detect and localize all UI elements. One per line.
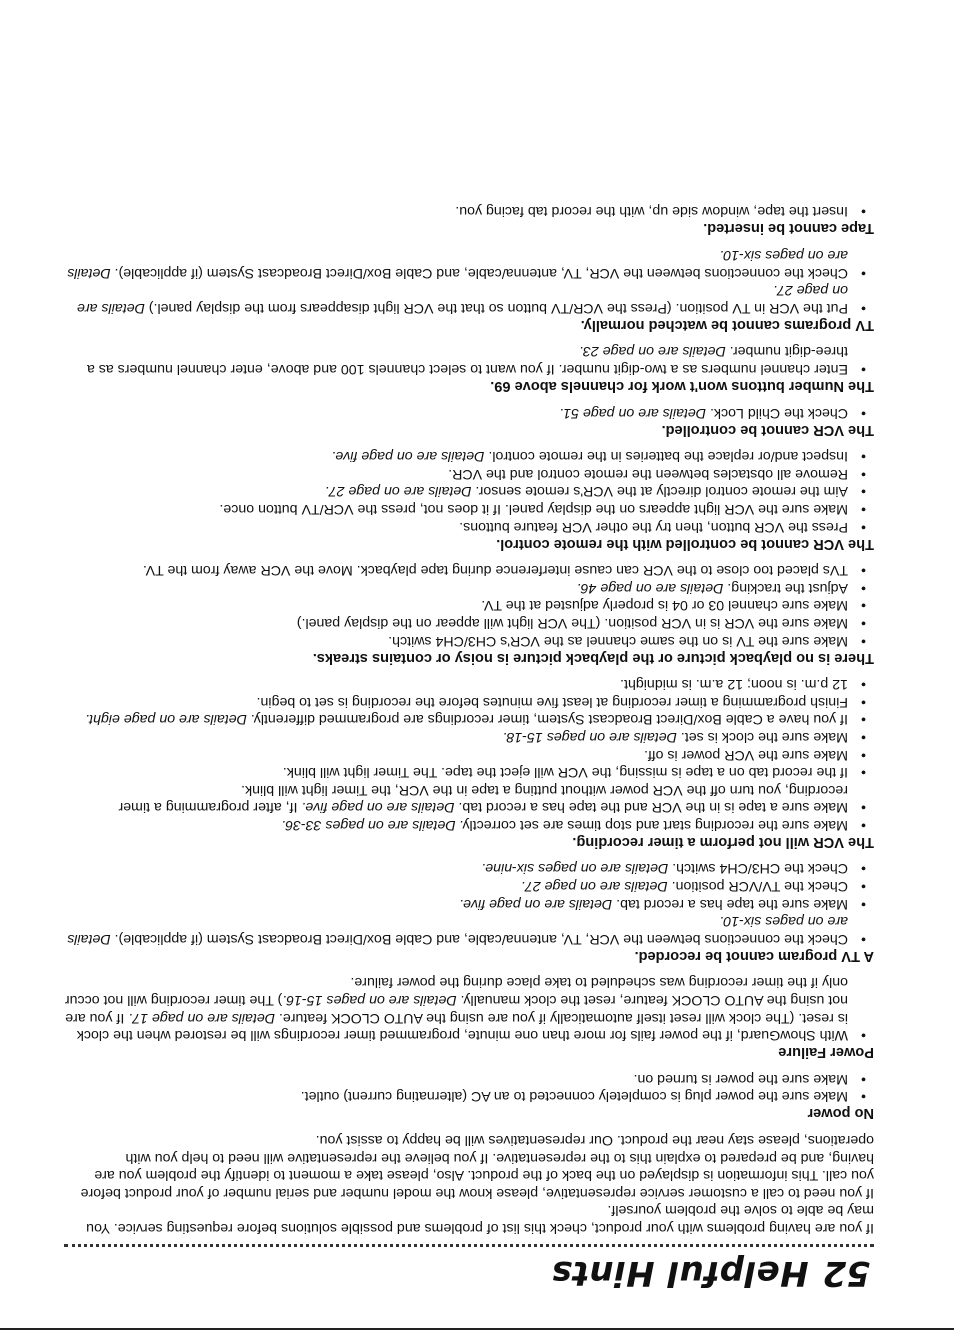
list-item: • Remove all obstacles between the remote control and the VCR. <box>64 464 874 482</box>
list-item: • Check the CH3/CH4 switch. Details are on pages six-nine. <box>64 859 874 877</box>
list-item: • Make sure the VCR power is off. <box>64 745 874 763</box>
list-item: • If you have a Cable Box/Direct Broadcast System, timer recordings are programmed differently. Details are on page eight. <box>64 710 874 728</box>
section-timer-recording <box>64 675 874 851</box>
bullet-list <box>64 342 874 377</box>
section-heading: There is no playback picture or the playback picture is noisy or contains streaks. <box>312 649 874 666</box>
list-item: • Check the Child Lock. Details are on page 51. <box>64 403 874 421</box>
section-tape-cannot-be-inserted <box>64 202 874 238</box>
section-tv-programs-watched <box>64 245 874 333</box>
bullet-list <box>64 1069 874 1104</box>
page-title: Helpful Hints <box>551 1253 809 1293</box>
page-reference: Details are on page 23. <box>579 343 726 360</box>
page-reference: Details are on pages six-10. <box>67 913 848 947</box>
list-item: • Make sure the recording start and stop times are set correctly. Details are on pages 33-36. <box>64 815 874 833</box>
list-item: • Insert the tape, window side up, with the record tab facing you. <box>64 202 874 220</box>
section-heading: TV programs cannot be watched normally. <box>580 316 874 333</box>
bullet-list <box>64 675 874 833</box>
page-reference: Details are on pages 15-16. <box>282 992 457 1009</box>
list-item: • 12 p.m. is noon; 12 a.m. is midnight. <box>64 675 874 693</box>
bullet-list <box>64 561 874 649</box>
dotted-divider <box>64 1244 874 1247</box>
list-item: • Make sure a tape is in the VCR and the tape has a record tab. Details are on page five. If, after programming a timer recording, you turn off the VCR power without putting a tape in the VCR, the Timer light will blink. <box>64 780 874 815</box>
list-item: • Make sure the power plug is completely connected to an AC (alternating current) outlet. <box>64 1087 874 1105</box>
list-item: • Make sure channel 03 or 04 is properly adjusted at the TV. <box>64 596 874 614</box>
list-item: • Make sure the clock is set. Details are on pages 15-18. <box>64 727 874 745</box>
list-item: • Inspect and/or replace the batteries in the remote control. Details are on page five. <box>64 447 874 465</box>
section-heading: Tape cannot be inserted. <box>703 220 874 237</box>
list-item: • Make sure the VCR is in VCR position. (The VCR light will appear on the display panel.) <box>64 613 874 631</box>
page-header <box>64 1253 870 1293</box>
section-heading: No power <box>807 1105 874 1122</box>
section-no-playback-picture <box>64 561 874 667</box>
section-heading: The VCR cannot be controlled with the remote control. <box>496 535 874 552</box>
section-heading: Power Failure <box>778 1044 874 1061</box>
list-item: • Adjust the tracking. Details are on page 46. <box>64 578 874 596</box>
page-reference: Details are on pages 33-36. <box>281 816 456 833</box>
page-reference: Details are on pages 15-18. <box>502 728 677 745</box>
page-reference: Details are on page 51. <box>559 404 707 421</box>
section-no-power <box>64 1069 874 1122</box>
page-reference: Details are on page eight. <box>85 711 247 728</box>
list-item: • Press the VCR button, then try the other VCR feature buttons. <box>64 517 874 535</box>
section-heading: The Number buttons won't work for channels above 69. <box>490 378 874 395</box>
list-item: • Finish programming a timer recording at least five minutes before the recording is set to begin. <box>64 692 874 710</box>
page-reference: Details are on page 46. <box>576 579 724 596</box>
list-item: • Make sure the tape has a record tab. Details are on page five. <box>64 894 874 912</box>
intro-paragraph: If you need to call a customer service representative, please know the model number and serial number of your product before you call. This information is displayed on the back of the product. Also, please take a moment to identify the problem you are having, and be prepared to explain this to the representative. If you believe the representative will need to help you with operations, please stay near the product. Our representatives will be happy to assist you. <box>80 1132 874 1201</box>
list-item: • Put the VCR in TV position. (Press the VCR/TV button so that the VCR light disappears from the display panel.) Details are on page 27. <box>64 281 874 316</box>
list-item: • With ShowGuard, if the power fails for more than one minute, programmed timer recordings will be restored when the clock is reset. (The clock will reset itself automatically if you are using the AUTO CLOCK feature. Details are on page 17. If you are not using the AUTO CLOCK feature, reset the clock manually. Details are on pages 15-16.) The timer recording will not occur only if the timer recording was scheduled to take place during the power failure. <box>64 973 874 1043</box>
list-item: • Aim the remote control directly at the VCR's remote sensor. Details are on page 27. <box>64 482 874 500</box>
page-reference: Details are on page five. <box>301 799 455 816</box>
list-item: • Make sure the TV is on the same channel as the VCR's CH3/CH4 switch. <box>64 631 874 649</box>
page-edge-rule <box>0 1328 954 1330</box>
list-item: • Enter channel numbers as a two-digit number. If you want to select channels 100 and above, enter channel numbers as a three-digit number. Details are on page 23. <box>64 342 874 377</box>
bullet-list <box>64 447 874 535</box>
list-item: • Check the TV/VCR position. Details are on page 27. <box>64 877 874 895</box>
page-reference: Details are on page 27. <box>77 282 848 316</box>
page-reference: Details are on page 27. <box>324 483 472 500</box>
page-number: 52 <box>822 1253 870 1293</box>
section-tv-program-cannot-be-recorded <box>64 859 874 965</box>
section-heading: The VCR cannot be controlled. <box>661 421 874 438</box>
bullet-list <box>64 403 874 421</box>
list-item: • Check the connections between the VCR, TV, antenna/cable, and Cable Box/Direct Broadcast System (if applicable). Details are on pages six-10. <box>64 912 874 947</box>
section-heading: A TV program cannot be recorded. <box>634 947 874 964</box>
intro-text <box>64 1130 874 1236</box>
bullet-list <box>64 202 874 220</box>
intro-paragraph: If you are having problems with your product, check this list of problems and possible solutions before requesting service. You may be able to solve the problem yourself. <box>86 1202 874 1236</box>
page-content <box>64 202 874 1293</box>
section-number-buttons <box>64 342 874 395</box>
bullet-list <box>64 859 874 947</box>
list-item: • Make sure the power is turned on. <box>64 1069 874 1087</box>
page-reference: Details are on page five. <box>459 895 613 912</box>
page-reference: Details are on page five. <box>331 448 485 465</box>
section-heading: The VCR will not perform a timer recording. <box>572 833 874 850</box>
section-remote-control <box>64 447 874 553</box>
list-item: • Check the connections between the VCR, TV, antenna/cable, and Cable Box/Direct Broadcast System (if applicable). Details are on pages six-10. <box>64 245 874 280</box>
section-vcr-cannot-be-controlled <box>64 403 874 439</box>
section-power-failure <box>64 973 874 1061</box>
list-item: • TVs placed too close to the VCR can cause interference during tape playback. Move the VCR away from the TV. <box>64 561 874 579</box>
bullet-list <box>64 245 874 315</box>
list-item: • If the record tab on a tape is missing, the VCR will eject the tape. The Timer light will blink. <box>64 763 874 781</box>
page-reference: Details are on pages six-10. <box>67 247 848 281</box>
page-reference: Details are on page 17. <box>128 1009 275 1026</box>
list-item: • Make sure the VCR light appears on the display panel. If it does not, press the VCR/TV button once. <box>64 499 874 517</box>
bullet-list <box>64 973 874 1043</box>
page-reference: Details are on pages six-nine. <box>481 860 669 877</box>
page-reference: Details are on page 27. <box>520 878 668 895</box>
